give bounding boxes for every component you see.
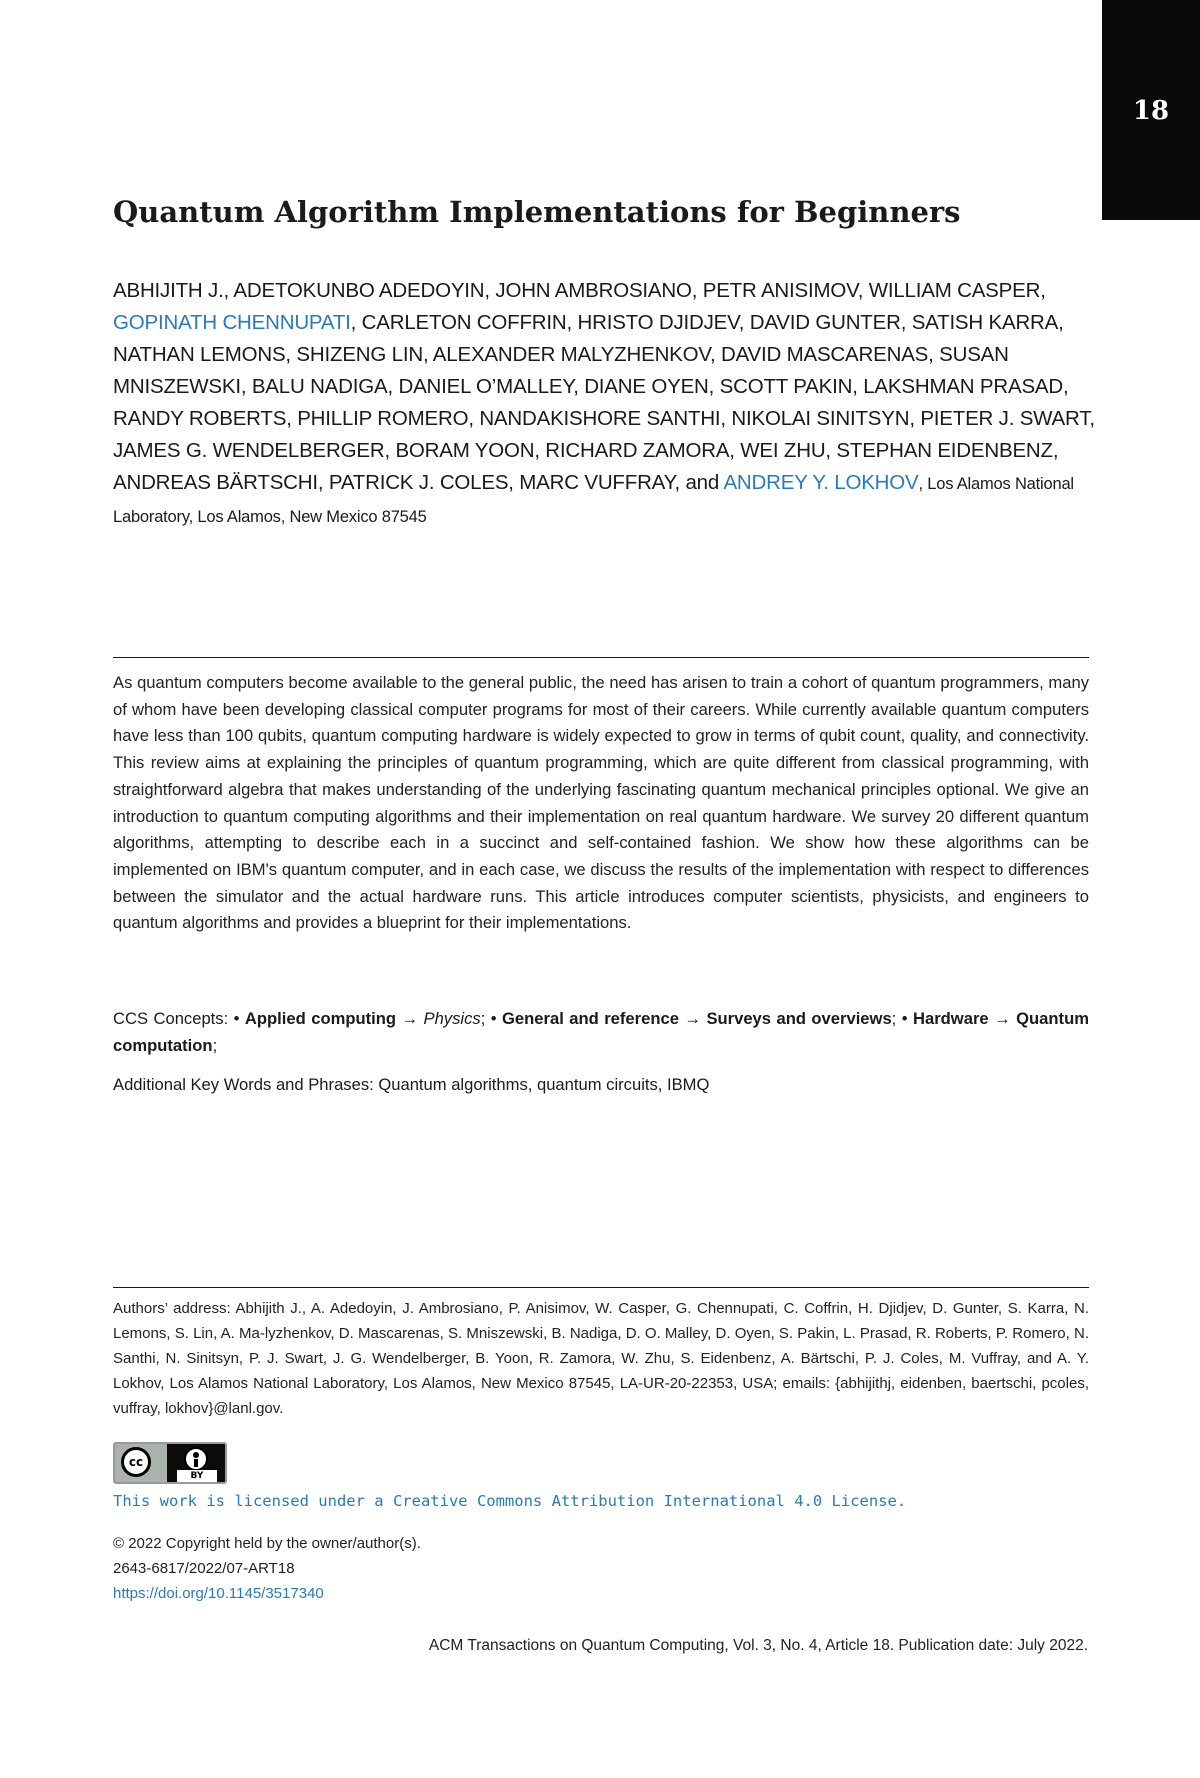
ccs-physics: Physics: [423, 1009, 481, 1028]
ccs-arrow: →: [678, 1009, 707, 1028]
ccs-separator: ; •: [891, 1009, 913, 1028]
publication-info: [113, 1531, 421, 1606]
paper-title: Quantum Algorithm Implementations for Beginners: [113, 195, 961, 229]
ccs-concepts: [113, 1005, 1089, 1059]
ccs-label: CCS Concepts: •: [113, 1009, 245, 1028]
ccs-hardware: Hardware: [913, 1009, 989, 1028]
authors-address: Authors’ address: Abhijith J., A. Adedoyin, J. Ambrosiano, P. Anisimov, W. Casper, G. Chennupati, C. Coffrin, H. Djidjev, D. Gunter, S. Karra, N. Lemons, S. Lin, A. Ma-lyzhenkov, D. Mascarenas, S. Mniszewski, B. Nadiga, D. O. Malley, D. Oyen, S. Pakin, L. Prasad, R. Roberts, P. Romero, N. Santhi, N. Sinitsyn, P. J. Swart, J. G. Wendelberger, B. Yoon, R. Zamora, W. Zhu, S. Eidenbenz, A. Bärtschi, P. J. Coles, M. Vuffray, and A. Y. Lokhov, Los Alamos National Laboratory, Los Alamos, New Mexico 87545, LA-UR-20-22353, USA; emails: {abhijithj, eidenben, baertschi, pcoles, vuffray, lokhov}@lanl.gov.: [113, 1300, 1089, 1417]
authors-text-1: ABHIJITH J., ADETOKUNBO ADEDOYIN, JOHN AMBROSIANO, PETR ANISIMOV, WILLIAM CASPER,: [113, 279, 1046, 302]
issn-line: 2643-6817/2022/07-ART18: [113, 1560, 295, 1577]
attribution-person-icon: [184, 1447, 208, 1471]
ccs-arrow: →: [988, 1009, 1017, 1028]
keywords: Additional Key Words and Phrases: Quantum algorithms, quantum circuits, IBMQ: [113, 1075, 710, 1094]
license-link[interactable]: This work is licensed under a Creative Commons Attribution International 4.0 License.: [113, 1492, 907, 1510]
author-link-chennupati[interactable]: GOPINATH CHENNUPATI: [113, 311, 351, 334]
ccs-applied-computing: Applied computing: [244, 1009, 397, 1028]
abstract: As quantum computers become available to the general public, the need has arisen to train a cohort of quantum programmers, many of whom have been developing classical computer programs for most of their careers. While currently available quantum computers have less than 100 qubits, quantum computing hardware is widely expected to grow in terms of qubit count, quality, and connectivity. This review aims at explaining the principles of quantum programming, which are quite different from classical programming, with straightforward algebra that makes understanding of the underlying fascinating quantum mechanical principles optional. We give an introduction to quantum computing algorithms and their implementation on real quantum hardware. We survey 20 different quantum algorithms, attempting to describe each in a succinct and self-contained fashion. We show how these algorithms can be implemented on IBM's quantum computer, and in each case, we discuss the results of the implementation with respect to differences between the simulator and the actual hardware runs. This article introduces computer scientists, physicists, and engineers to quantum algorithms and provides a blueprint for their implementations.: [113, 673, 1089, 933]
author-link-lokhov[interactable]: ANDREY Y. LOKHOV: [723, 471, 919, 494]
doi-link[interactable]: https://doi.org/10.1145/3517340: [113, 1585, 324, 1602]
abstract-top-rule: [113, 657, 1089, 658]
cc-icon: cc: [121, 1447, 151, 1477]
ccs-surveys: Surveys and overviews: [706, 1009, 892, 1028]
ccs-end: ;: [212, 1036, 218, 1055]
copyright-line: © 2022 Copyright held by the owner/author(s).: [113, 1535, 421, 1552]
cc-by-license-badge[interactable]: [113, 1442, 227, 1484]
ccs-quantum-computation: Quantum computation: [113, 1009, 1089, 1055]
ccs-separator: ; •: [480, 1009, 503, 1028]
affiliation: , Los Alamos National Laboratory, Los Alamos, New Mexico 87545: [113, 475, 1074, 526]
page-number: 18: [1132, 96, 1170, 126]
cc-by-label: BY: [177, 1470, 217, 1482]
journal-footer: ACM Transactions on Quantum Computing, Vol. 3, No. 4, Article 18. Publication date: July 2022.: [428, 1637, 1088, 1654]
author-list: [113, 275, 1098, 533]
ccs-arrow: →: [396, 1009, 424, 1028]
page-number-tab: [1102, 0, 1200, 220]
ccs-general-reference: General and reference: [502, 1009, 679, 1028]
footnote-rule: [113, 1287, 1089, 1288]
authors-text-2: , CARLETON COFFRIN, HRISTO DJIDJEV, DAVID GUNTER, SATISH KARRA, NATHAN LEMONS, SHIZENG LIN, ALEXANDER MALYZHENKOV, DAVID MASCARENAS, SUSAN MNISZEWSKI, BALU NADIGA, DANIEL O’MALLEY, DIANE OYEN, SCOTT PAKIN, LAKSHMAN PRASAD, RANDY ROBERTS, PHILLIP ROMERO, NANDAKISHORE SANTHI, NIKOLAI SINITSYN, PIETER J. SWART, JAMES G. WENDELBERGER, BORAM YOON, RICHARD ZAMORA, WEI ZHU, STEPHAN EIDENBENZ, ANDREAS BÄRTSCHI, PATRICK J. COLES, MARC VUFFRAY, and: [113, 311, 1095, 494]
